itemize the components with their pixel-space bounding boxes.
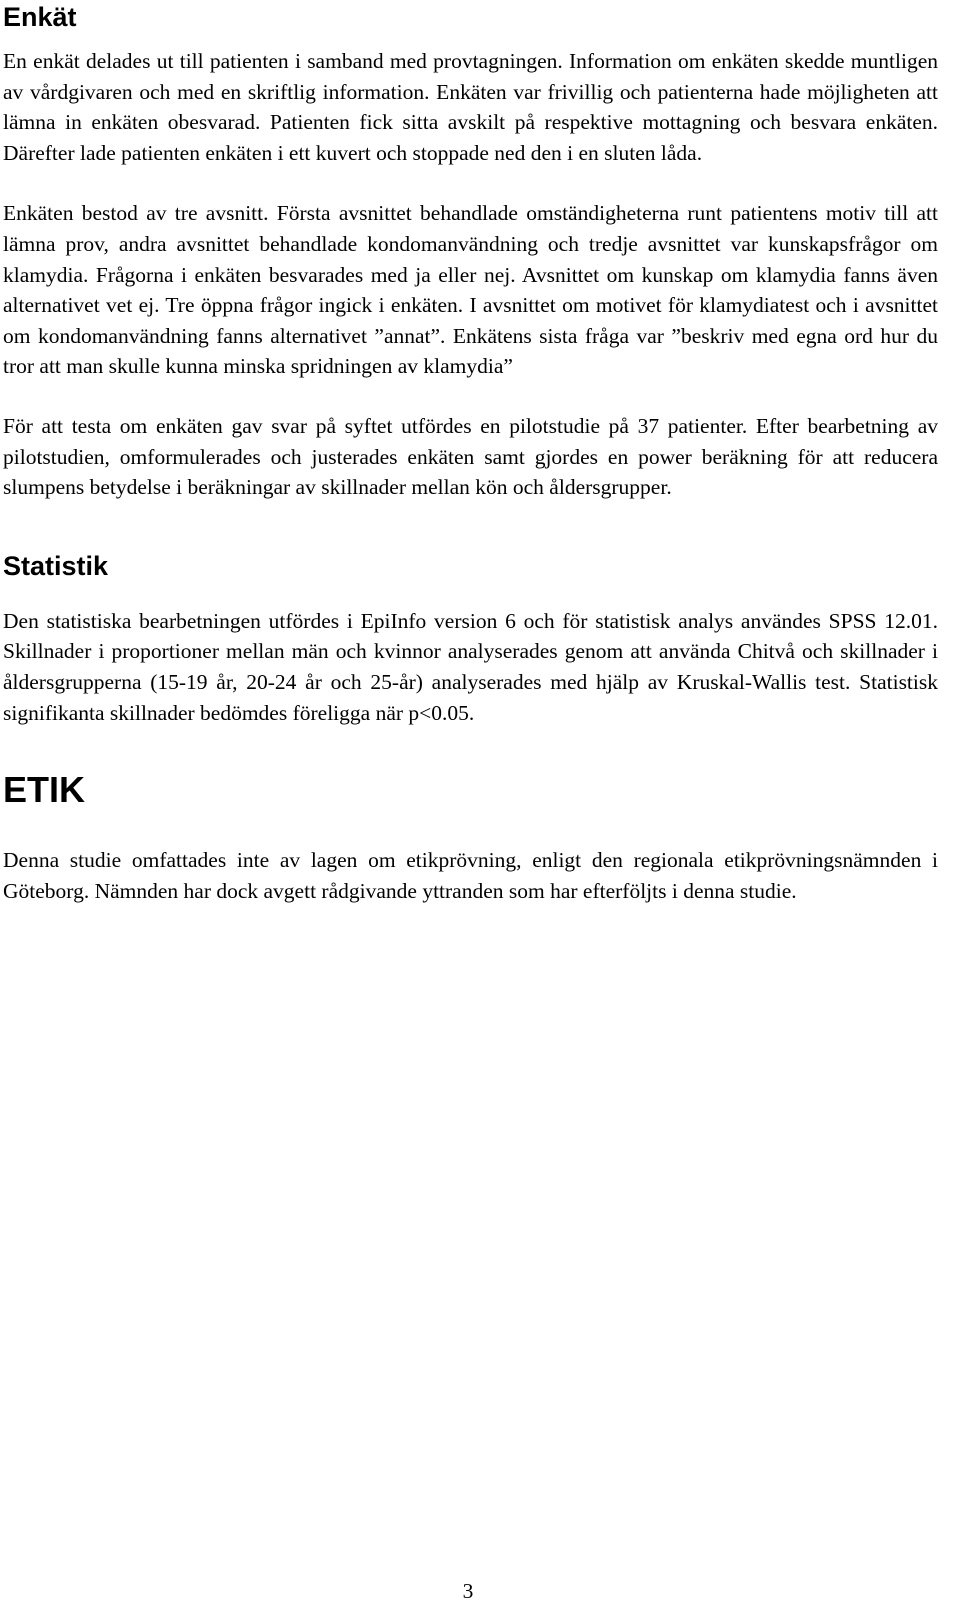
paragraph-enkat-2: Enkäten bestod av tre avsnitt. Första avsnittet behandlade omständigheterna runt patientens motiv till att lämna prov, andra avsnittet behandlade kondomanvändning och tredje avsnittet var kunskapsfrågor om klamydia. Frågorna i enkäten besvarades med ja eller nej. Avsnittet om kunskap om klamydia fanns även alternativet vet ej. Tre öppna frågor ingick i enkäten. I avsnittet om motivet för klamydiatest och i avsnittet om kondomanvändning fanns alternativet ”annat”. Enkätens sista fråga var ”beskriv med egna ord hur du tror att man skulle kunna minska spridningen av klamydia”	[3, 201, 938, 379]
section-enkat	[3, 0, 938, 503]
section-heading-statistik: Statistik	[3, 550, 109, 581]
paragraph-enkat-3: För att testa om enkäten gav svar på syftet utfördes en pilotstudie på 37 patienter. Efter bearbetning av pilotstudien, omformulerades och justerades enkäten samt gjordes en power beräkning för att reducera slumpens betydelse i beräkningar av skillnader mellan kön och åldersgrupper.	[3, 413, 938, 500]
section-etik	[3, 768, 938, 906]
document-body	[3, 0, 938, 906]
section-heading-etik: ETIK	[3, 769, 86, 811]
paragraph-etik-1: Denna studie omfattades inte av lagen om etikprövning, enligt den regionala etikprövningsnämnden i Göteborg. Nämnden har dock avgett rådgivande yttranden som har efterföljts i denna studie.	[3, 848, 938, 903]
page-number: 3	[462, 1579, 474, 1603]
section-statistik	[3, 549, 938, 728]
paragraph-statistik-1: Den statistiska bearbetningen utfördes i EpiInfo version 6 och för statistisk analys användes SPSS 12.01. Skillnader i proportioner mellan män och kvinnor analyserades genom att använda Chitvå och skillnader i åldersgrupperna (15-19 år, 20-24 år och 25-år) analyserades med hjälp av Kruskal-Wallis test. Statistisk signifikanta skillnader bedömdes föreligga när p<0.05.	[3, 608, 938, 725]
section-heading-enkat: Enkät	[3, 2, 77, 32]
paragraph-enkat-1: En enkät delades ut till patienten i samband med provtagningen. Information om enkäten skedde muntligen av vårdgivaren och med en skriftlig information. Enkäten var frivillig och patienterna hade möjligheten att lämna in enkäten obesvarad. Patienten fick sitta avskilt på respektive mottagning och besvara enkäten. Därefter lade patienten enkäten i ett kuvert och stoppade ned den i en sluten låda.	[3, 49, 938, 165]
